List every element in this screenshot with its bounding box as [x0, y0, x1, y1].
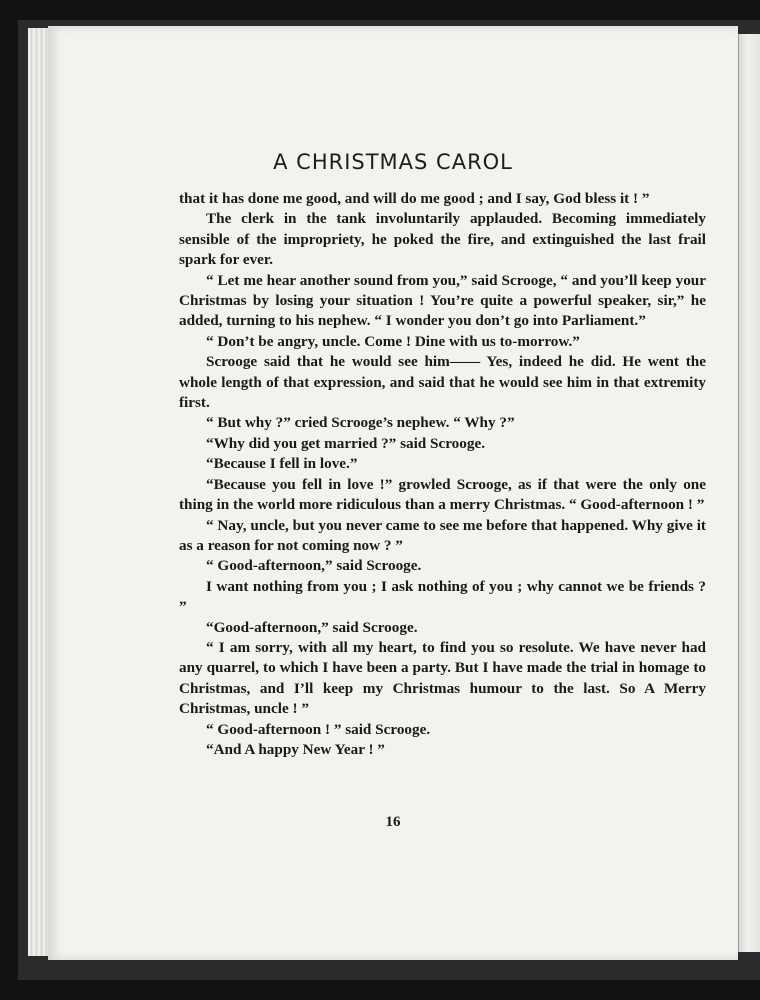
paragraph: “Because you fell in love !” growled Scrooge, as if that were the only one thing in the world more ridiculous than a merry Christmas. “ Good-afternoon ! ” — [179, 475, 706, 514]
paragraph: I want nothing from you ; I ask nothing of you ; why cannot we be friends ? ” — [179, 577, 706, 616]
paragraph: “Good-afternoon,” said Scrooge. — [206, 618, 418, 636]
body-text — [179, 189, 706, 760]
paragraph: “Why did you get married ?” said Scrooge. — [206, 434, 486, 452]
paragraph: “ Good-afternoon ! ” said Scrooge. — [206, 720, 431, 738]
facing-page-edge — [738, 34, 760, 952]
paragraph: “ Let me hear another sound from you,” said Scrooge, “ and you’ll keep your Christmas by losing your situation ! You’re quite a powerful speaker, sir,” he added, turning to his nephew. “ I wonder you don’t go into Parliament.” — [179, 271, 706, 330]
paragraph: Scrooge said that he would see him—— Yes, indeed he did. He went the whole length of that expression, and said that he would see him in that extremity first. — [179, 353, 706, 412]
paragraph: The clerk in the tank involuntarily applauded. Becoming immediately sensible of the impropriety, he poked the fire, and extinguished the last frail spark for ever. — [179, 210, 706, 269]
book-page — [48, 26, 738, 960]
paragraph: “ Good-afternoon,” said Scrooge. — [206, 557, 422, 575]
paragraph: “Because I fell in love.” — [206, 455, 358, 473]
page-number: 16 — [385, 814, 401, 830]
paragraph: “ Don’t be angry, uncle. Come ! Dine with us to-morrow.” — [206, 332, 580, 350]
paragraph: “ Nay, uncle, but you never came to see me before that happened. Why give it as a reason for not coming now ? ” — [179, 516, 706, 554]
paragraph: “ But why ?” cried Scrooge’s nephew. “ Why ?” — [206, 414, 515, 432]
paragraph: “And A happy New Year ! ” — [206, 740, 385, 758]
paragraph: “ I am sorry, with all my heart, to find you so resolute. We have never had any quarrel, to which I have been a party. But I have made the trial in homage to Christmas, and I’ll keep my Christmas humour to the last. So A Merry Christmas, uncle ! ” — [179, 638, 706, 718]
running-head: A CHRISTMAS CAROL — [273, 150, 513, 174]
paragraph: that it has done me good, and will do me good ; and I say, God bless it ! ” — [179, 190, 650, 207]
